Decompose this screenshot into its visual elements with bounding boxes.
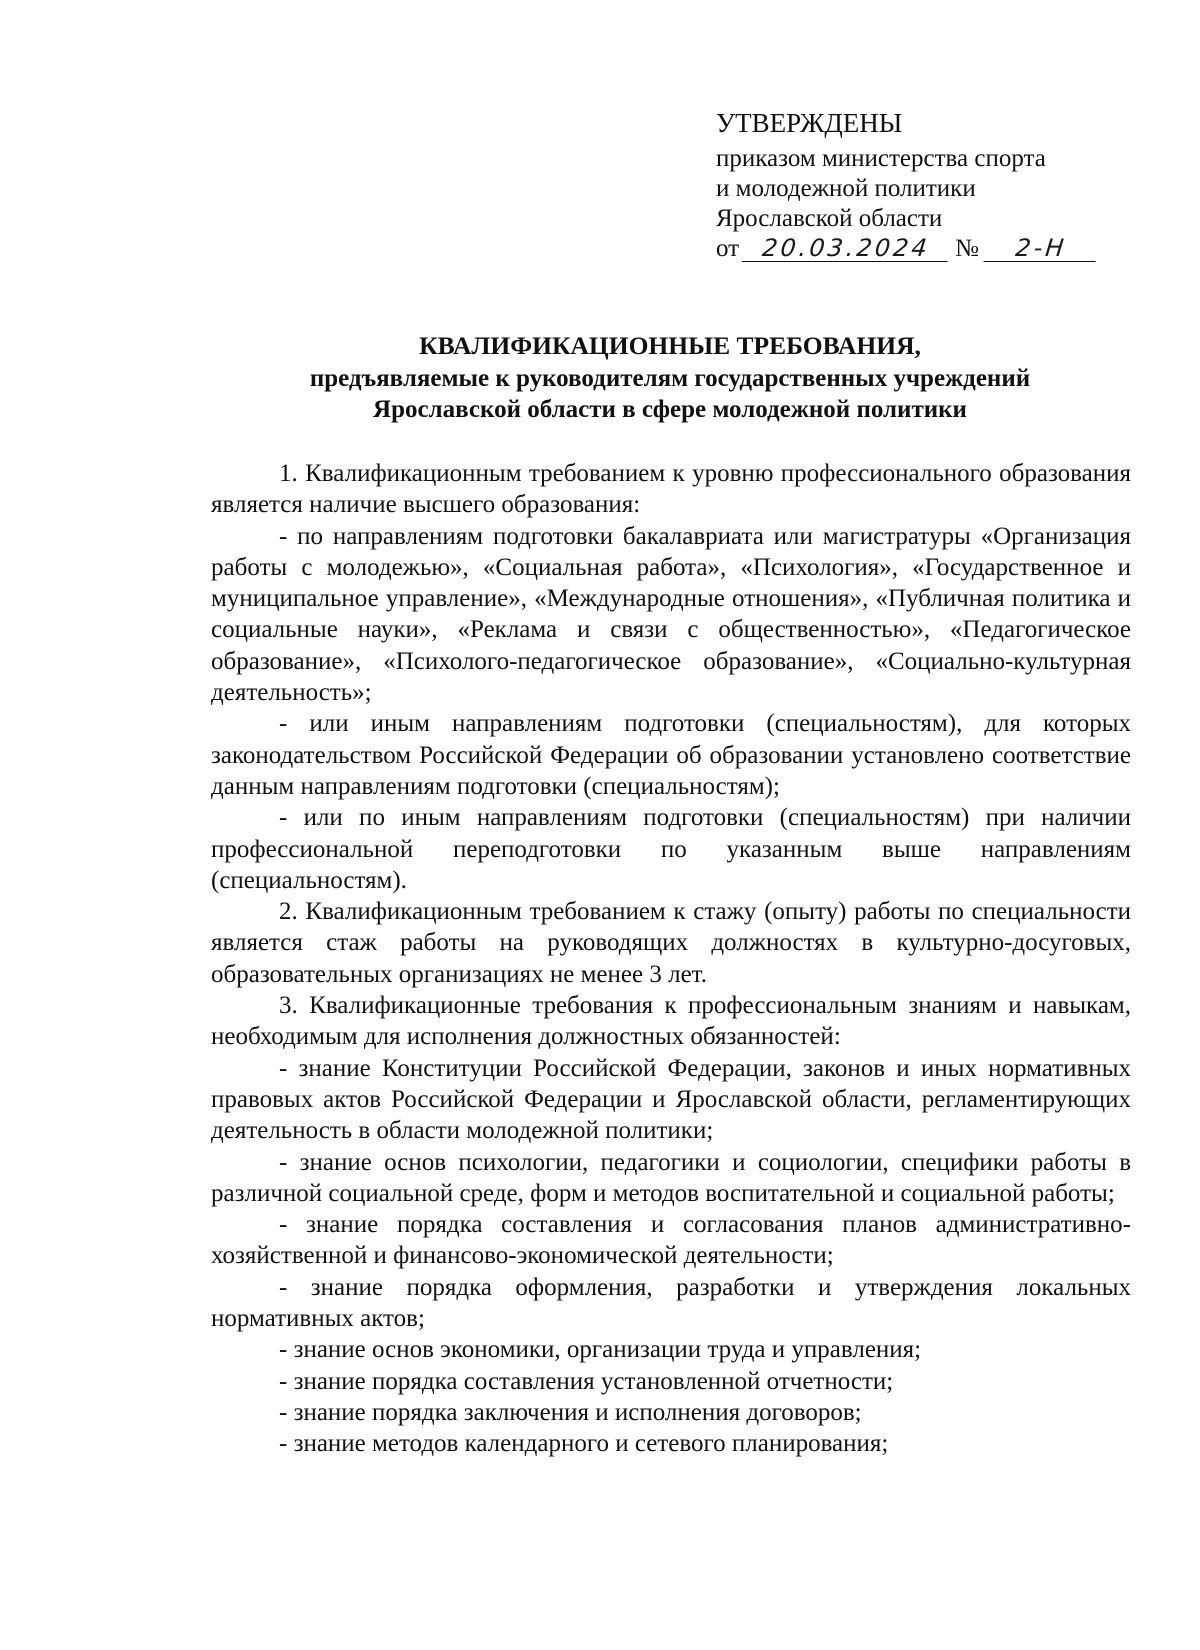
list-item-knowledge-law: - знание Конституции Российской Федерации, законов и иных нормативных правовых актов Российской Федерации и Ярославской области, регламентирующих деятельность в области молодежной политики; (211, 1054, 1131, 1145)
document-title: КВАЛИФИКАЦИОННЫЕ ТРЕБОВАНИЯ, (419, 331, 921, 360)
list-item-retraining: - или по иным направлениям подготовки (специальностям) при наличии профессиональной переподготовки по указанным выше направлениям (специальностям). (211, 804, 1131, 894)
document-body (211, 458, 1131, 1460)
list-item-knowledge-planning: - знание методов календарного и сетевого планирования; (279, 1430, 889, 1458)
paragraph-3: 3. Квалификационные требования к профессиональным знаниям и навыкам, необходимым для исполнения должностных обязанностей: (211, 992, 1131, 1051)
list-item-knowledge-contracts: - знание порядка заключения и исполнения договоров; (279, 1398, 862, 1426)
approval-line-2: и молодежной политики (716, 175, 976, 202)
list-item-knowledge-psychology: - знание основ психологии, педагогики и социологии, специфики работы в различной социальной среде, форм и методов воспитательной и социальной работы; (211, 1148, 1131, 1207)
document-subtitle-line-1: предъявляемые к руководителям государственных учреждений (309, 365, 1031, 392)
paragraph-1: 1. Квалификационным требованием к уровню профессионального образования является наличие высшего образования: (211, 460, 1131, 519)
approval-stamp-block (716, 108, 1136, 264)
list-item-knowledge-plans: - знание порядка составления и согласования планов административно-хозяйственной и финансово-экономической деятельности; (211, 1211, 1131, 1270)
list-item-knowledge-local-acts: - знание порядка оформления, разработки и утверждения локальных нормативных актов; (211, 1273, 1131, 1333)
approved-heading: УТВЕРЖДЕНЫ (716, 108, 903, 138)
document-subtitle-line-2: Ярославской области в сфере молодежной политики (373, 396, 967, 423)
list-item-knowledge-reporting: - знание порядка составления установленной отчетности; (279, 1367, 894, 1395)
approval-line-3: Ярославской области (716, 205, 943, 232)
document-title-block (210, 330, 1130, 425)
approval-date-line (716, 234, 1136, 264)
handwritten-date: 20.03.2024 (742, 235, 951, 262)
handwritten-number: 2-Н (984, 235, 1099, 262)
paragraph-2: 2. Квалификационным требованием к стажу (опыту) работы по специальности является стаж работы на руководящих должностях в культурно-досуговых, образовательных организациях не менее 3 лет. (211, 898, 1131, 988)
list-item-directions: - по направлениям подготовки бакалавриата или магистратуры «Организация работы с молодежью», «Социальная работа», «Психология», «Государственное и муниципальное управление», «Международные отношения», «Публичная политика и социальные науки», «Реклама и связи с общественностью», «Педагогическое образование», «Психолого-педагогическое образование», «Социально-культурная деятельность»; (211, 522, 1131, 707)
list-item-knowledge-economics: - знание основ экономики, организации труда и управления; (279, 1336, 922, 1364)
list-item-other-directions: - или иным направлениям подготовки (специальностям), для которых законодательством Российской Федерации об образовании установлено соответствие данным направлениям подготовки (специальностям); (211, 710, 1131, 800)
approval-line-1: приказом министерства спорта (716, 145, 1046, 172)
number-sign: № (955, 235, 979, 262)
date-prefix: от (716, 235, 740, 262)
